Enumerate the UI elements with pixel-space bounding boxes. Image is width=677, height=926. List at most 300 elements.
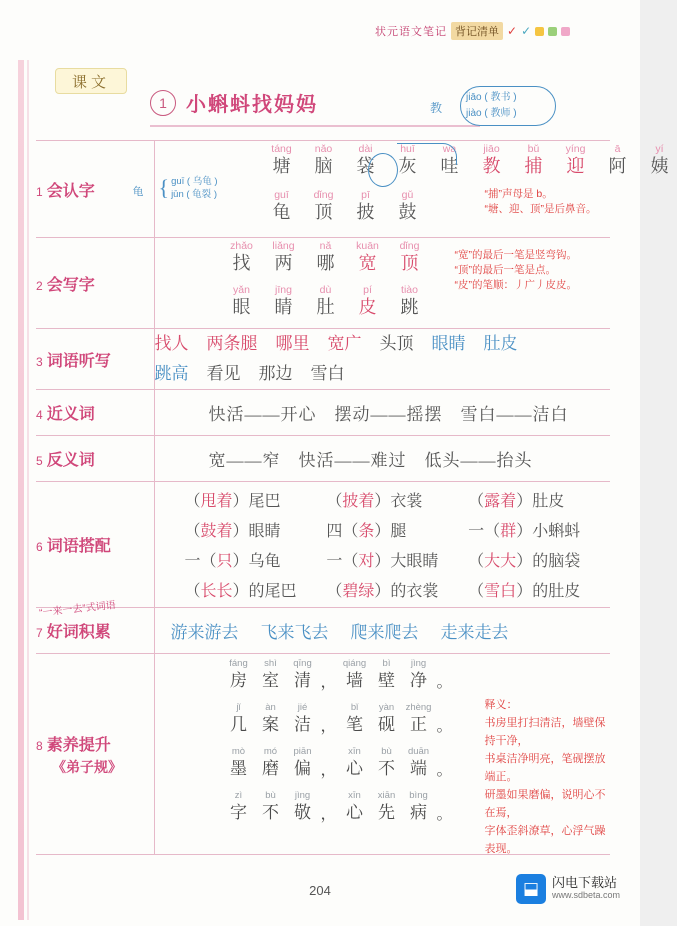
row-content-literacy bbox=[154, 654, 610, 855]
collocation-item bbox=[185, 548, 327, 571]
note-line: “顶”的最后一笔是点。 bbox=[454, 264, 556, 276]
char-cell bbox=[601, 143, 635, 177]
pinyin: duān bbox=[407, 746, 430, 757]
prefix: 一（ bbox=[468, 523, 501, 540]
check-icon-2: ✓ bbox=[521, 24, 532, 38]
prefix: （ bbox=[468, 553, 485, 570]
row-index: 5 bbox=[36, 454, 43, 468]
char-cell bbox=[289, 702, 317, 736]
char-cell bbox=[225, 240, 259, 274]
char-cell bbox=[393, 240, 427, 274]
char-cell bbox=[341, 702, 369, 736]
antonym-pairs: 宽——窄 快活——难过 低头——抬头 bbox=[208, 451, 533, 470]
brand-mark bbox=[375, 22, 570, 40]
hanzi: 磨 bbox=[262, 759, 279, 778]
pinyin: zhǎo bbox=[230, 240, 253, 252]
char-cell bbox=[257, 746, 285, 780]
char-cell bbox=[405, 790, 433, 824]
collocation-item bbox=[326, 578, 468, 601]
row-content-write bbox=[154, 238, 610, 329]
char-cell bbox=[265, 189, 299, 223]
char-cell bbox=[225, 746, 253, 780]
filled-word: 雪白 bbox=[484, 583, 517, 600]
punctuation: ， bbox=[320, 674, 337, 691]
good-words-line bbox=[171, 618, 611, 643]
char-cell bbox=[351, 284, 385, 318]
pinyin: guī bbox=[274, 189, 289, 201]
word: 看见 bbox=[206, 364, 241, 383]
gui-reading-1: guī ( 乌龟 ) bbox=[171, 176, 218, 187]
page-left-rail-thin bbox=[27, 6, 29, 920]
pinyin: pī bbox=[361, 189, 370, 201]
char-cell bbox=[225, 702, 253, 736]
pinyin: yí bbox=[655, 143, 664, 155]
row-label-text: 词语搭配 bbox=[46, 538, 111, 555]
jiao-reading-1: jiāo ( 教书 ) bbox=[466, 92, 517, 103]
suffix: ）小蝌蚪 bbox=[516, 523, 581, 540]
prefix: 一（ bbox=[184, 553, 217, 570]
char-cell bbox=[559, 143, 593, 177]
hanzi: 字 bbox=[230, 803, 247, 822]
page-title: 小蝌蚪找妈妈 bbox=[186, 94, 318, 116]
char-cell bbox=[289, 746, 317, 780]
dictation-line2 bbox=[155, 359, 611, 389]
pinyin: fáng bbox=[229, 658, 248, 669]
pinyin: bù bbox=[381, 746, 392, 757]
hanzi: 哪 bbox=[316, 253, 335, 273]
pinyin: bǔ bbox=[527, 143, 540, 155]
row-label-text: 好词积累 bbox=[46, 624, 111, 641]
hanzi: 眼 bbox=[232, 297, 251, 317]
char-cell bbox=[341, 746, 369, 780]
word: 哪里 bbox=[275, 334, 310, 353]
hanzi: 先 bbox=[378, 803, 396, 822]
row-label-literacy bbox=[36, 654, 154, 855]
suffix: ）的尾巴 bbox=[232, 583, 297, 600]
title-underline bbox=[150, 125, 480, 127]
hanzi: 偏 bbox=[294, 759, 311, 778]
gloss-line: 字体歪斜潦草，心浮气躁表现。 bbox=[484, 825, 606, 855]
table-row bbox=[36, 390, 610, 436]
hanzi: 鼓 bbox=[398, 202, 417, 222]
suffix: ）尾巴 bbox=[232, 493, 281, 510]
prefix: （ bbox=[468, 493, 485, 510]
row-label-text: 会认字 bbox=[46, 182, 95, 200]
brand-name: 状元语文笔记 bbox=[375, 26, 447, 38]
gloss-line: 研墨如果磨偏，说明心不在焉， bbox=[484, 789, 606, 819]
filled-word: 露着 bbox=[484, 493, 517, 510]
hanzi: 心 bbox=[346, 759, 364, 778]
row-label-synonyms bbox=[36, 390, 154, 436]
hanzi: 不 bbox=[262, 803, 279, 822]
filled-word: 甩着 bbox=[200, 493, 233, 510]
watermark bbox=[516, 874, 620, 904]
char-cell bbox=[341, 658, 369, 692]
highlight-circle-icon bbox=[368, 153, 398, 187]
row-index: 8 bbox=[36, 738, 43, 753]
hanzi: 披 bbox=[356, 202, 375, 222]
prefix: （ bbox=[326, 583, 343, 600]
char-cell bbox=[265, 143, 299, 177]
pinyin: xīn bbox=[348, 790, 361, 801]
note-line: “宽”的最后一笔是竖弯钩。 bbox=[454, 249, 577, 261]
pinyin: xiān bbox=[377, 790, 396, 801]
hanzi: 不 bbox=[378, 759, 396, 778]
hanzi: 几 bbox=[230, 715, 247, 734]
word: 找人 bbox=[154, 334, 189, 353]
gui-reading-2: jūn ( 龟裂 ) bbox=[171, 189, 217, 200]
hanzi: 宽 bbox=[358, 253, 377, 273]
char-cell bbox=[267, 240, 301, 274]
punctuation: 。 bbox=[436, 674, 453, 691]
pinyin: gǔ bbox=[401, 189, 414, 201]
char-cell bbox=[643, 143, 677, 177]
pinyin: piān bbox=[293, 746, 312, 757]
row-content-collocation bbox=[154, 482, 610, 608]
write-notes bbox=[455, 248, 578, 293]
char-cell bbox=[475, 143, 509, 177]
pinyin: àn bbox=[265, 702, 276, 713]
poem-block bbox=[225, 658, 453, 834]
gloss-block bbox=[485, 696, 611, 858]
hanzi: 顶 bbox=[400, 253, 419, 273]
prefix: （ bbox=[184, 583, 201, 600]
hanzi: 脑 bbox=[314, 156, 333, 176]
suffix: ）衣裳 bbox=[374, 493, 423, 510]
lesson-title-row bbox=[150, 88, 318, 117]
prefix: （ bbox=[326, 493, 343, 510]
word: 飞来飞去 bbox=[260, 623, 329, 642]
note-line: “捕”声母是 b。 bbox=[484, 188, 553, 200]
pinyin: bìng bbox=[409, 790, 428, 801]
row-label-antonyms bbox=[36, 436, 154, 482]
jiao-annotation-char: 教 bbox=[430, 101, 443, 115]
punctuation: ， bbox=[320, 762, 337, 779]
poem-line bbox=[225, 702, 453, 736]
brand-badge: 背记清单 bbox=[451, 22, 503, 40]
row-label-text: 会写字 bbox=[46, 276, 95, 294]
section-tag: 课文 bbox=[55, 68, 127, 94]
char-cell bbox=[257, 702, 285, 736]
collocation-item bbox=[468, 488, 610, 511]
prefix: （ bbox=[468, 583, 485, 600]
punctuation: ， bbox=[320, 718, 337, 735]
hanzi: 清 bbox=[294, 671, 311, 690]
pinyin: dài bbox=[358, 143, 373, 155]
hanzi: 室 bbox=[262, 671, 279, 690]
lesson-table bbox=[36, 140, 669, 855]
row-index: 4 bbox=[36, 408, 43, 422]
hanzi: 洁 bbox=[294, 715, 311, 734]
word: 那边 bbox=[258, 364, 293, 383]
page-header bbox=[0, 0, 640, 60]
gui-readings bbox=[159, 175, 218, 201]
gloss-line: 书房里打扫清洁，墙壁保持干净， bbox=[484, 717, 606, 747]
char-cell bbox=[309, 284, 343, 318]
word: 游来游去 bbox=[170, 623, 239, 642]
hanzi: 笔 bbox=[346, 715, 364, 734]
prefix: 四（ bbox=[326, 523, 359, 540]
char-cell bbox=[391, 189, 425, 223]
word: 走来走去 bbox=[440, 623, 509, 642]
char-cell bbox=[405, 746, 433, 780]
row-label-text: 素养提升 bbox=[46, 736, 111, 754]
hanzi: 壁 bbox=[378, 671, 396, 690]
char-cell bbox=[309, 240, 343, 274]
pinyin: táng bbox=[271, 143, 292, 155]
hanzi: 顶 bbox=[314, 202, 333, 222]
hanzi: 龟 bbox=[272, 202, 291, 222]
row-label-text: 词语听写 bbox=[46, 352, 111, 370]
pattern-note: “一来一去”式词语 bbox=[38, 600, 116, 619]
watermark-title: 闪电下载站 bbox=[551, 875, 617, 890]
pinyin: zhèng bbox=[405, 702, 432, 713]
char-cell bbox=[405, 702, 433, 736]
brace-icon: { bbox=[158, 175, 170, 200]
table-row bbox=[36, 141, 610, 238]
prefix: 一（ bbox=[326, 553, 359, 570]
gloss-title: 释义： bbox=[484, 699, 518, 711]
hanzi: 正 bbox=[410, 715, 428, 734]
pinyin: jìng bbox=[294, 790, 311, 801]
hanzi: 心 bbox=[346, 803, 364, 822]
char-cell bbox=[307, 143, 341, 177]
row-index: 2 bbox=[36, 278, 43, 293]
table-row bbox=[36, 654, 610, 855]
char-cell bbox=[225, 284, 259, 318]
pinyin: zì bbox=[234, 790, 243, 801]
hanzi: 病 bbox=[410, 803, 428, 822]
hanzi: 哇 bbox=[440, 156, 459, 176]
check-icon: ✓ bbox=[507, 24, 518, 38]
filled-word: 群 bbox=[500, 523, 517, 540]
note-line: “皮”的笔顺：丿广丿皮皮。 bbox=[454, 279, 577, 291]
gloss-line: 书桌洁净明亮，笔砚摆放端正。 bbox=[484, 753, 606, 783]
pinyin: dǐng bbox=[313, 189, 334, 201]
suffix: ）乌龟 bbox=[232, 553, 281, 570]
hanzi: 跳 bbox=[400, 297, 419, 317]
note-line: “塘、迎、顶”是后鼻音。 bbox=[484, 203, 597, 215]
filled-word: 只 bbox=[216, 553, 233, 570]
hanzi: 皮 bbox=[358, 297, 377, 317]
swatch-pink-icon bbox=[561, 27, 570, 36]
pinyin: dǐng bbox=[399, 240, 420, 252]
pinyin: dù bbox=[319, 284, 332, 296]
recognize-notes bbox=[485, 187, 597, 217]
punctuation: ， bbox=[320, 806, 337, 823]
hanzi: 墙 bbox=[346, 671, 364, 690]
pinyin: yíng bbox=[565, 143, 586, 155]
char-cell bbox=[373, 702, 401, 736]
hanzi: 净 bbox=[410, 671, 428, 690]
char-cell bbox=[517, 143, 551, 177]
prefix: （ bbox=[184, 493, 201, 510]
collocation-item bbox=[185, 488, 327, 511]
pinyin: ā bbox=[614, 143, 621, 155]
dictation-line1 bbox=[155, 329, 611, 359]
table-row bbox=[36, 608, 610, 654]
pinyin: liǎng bbox=[272, 240, 295, 252]
collocation-item bbox=[468, 548, 610, 571]
table-row bbox=[36, 329, 610, 390]
hanzi: 墨 bbox=[230, 759, 247, 778]
write-chars-line1 bbox=[225, 240, 427, 274]
collocation-grid bbox=[155, 482, 611, 607]
hanzi: 砚 bbox=[378, 715, 396, 734]
prefix: （ bbox=[184, 523, 201, 540]
hanzi: 灰 bbox=[398, 156, 417, 176]
row-content-synonyms bbox=[154, 390, 610, 436]
pinyin: mó bbox=[263, 746, 278, 757]
pinyin: bì bbox=[382, 658, 391, 669]
hanzi: 姨 bbox=[650, 156, 669, 176]
suffix: ）的肚皮 bbox=[516, 583, 581, 600]
word: 宽广 bbox=[327, 334, 362, 353]
word: 两条腿 bbox=[206, 334, 258, 353]
suffix: ）肚皮 bbox=[516, 493, 565, 510]
pinyin: jiāo bbox=[483, 143, 500, 155]
punctuation: 。 bbox=[436, 806, 453, 823]
pinyin: bǐ bbox=[350, 702, 359, 713]
leader-line-icon bbox=[397, 143, 457, 165]
row-index: 7 bbox=[36, 626, 43, 640]
char-cell bbox=[373, 746, 401, 780]
char-cell bbox=[289, 790, 317, 824]
char-cell bbox=[225, 790, 253, 824]
char-cell bbox=[341, 790, 369, 824]
poem-line bbox=[225, 790, 453, 824]
gui-char-label: 龟 bbox=[132, 186, 144, 198]
word: 肚皮 bbox=[483, 334, 518, 353]
char-cell bbox=[351, 240, 385, 274]
hanzi: 袋 bbox=[356, 156, 375, 176]
punctuation: 。 bbox=[436, 718, 453, 735]
pinyin: jǐ bbox=[236, 702, 241, 713]
punctuation: 。 bbox=[436, 762, 453, 779]
word: 爬来爬去 bbox=[350, 623, 419, 642]
swatch-yellow-icon bbox=[535, 27, 544, 36]
collocation-item bbox=[468, 578, 610, 601]
row-index: 6 bbox=[36, 540, 43, 554]
char-cell bbox=[373, 790, 401, 824]
pinyin: nǎo bbox=[314, 143, 333, 155]
watermark-url: www.sdbeta.com bbox=[551, 890, 620, 900]
write-chars-line2 bbox=[225, 284, 427, 318]
word: 跳高 bbox=[154, 364, 189, 383]
filled-word: 对 bbox=[358, 553, 375, 570]
hanzi: 睛 bbox=[274, 297, 293, 317]
pinyin: shì bbox=[264, 658, 277, 669]
filled-word: 大大 bbox=[484, 553, 517, 570]
filled-word: 条 bbox=[358, 523, 375, 540]
pinyin: yàn bbox=[378, 702, 395, 713]
table-row bbox=[36, 238, 610, 329]
row-label-write bbox=[36, 238, 154, 329]
pinyin: qiáng bbox=[342, 658, 367, 669]
collocation-item bbox=[468, 518, 610, 541]
lesson-number: 1 bbox=[150, 90, 176, 116]
hanzi: 迎 bbox=[566, 156, 585, 176]
row-label-text: 反义词 bbox=[46, 452, 95, 469]
collocation-item bbox=[326, 518, 468, 541]
pinyin: mò bbox=[231, 746, 246, 757]
recognize-chars-line1 bbox=[265, 143, 677, 177]
char-cell bbox=[225, 658, 253, 692]
row-label-collocation bbox=[36, 482, 154, 608]
hanzi: 敬 bbox=[294, 803, 311, 822]
filled-word: 鼓着 bbox=[200, 523, 233, 540]
suffix: ）大眼睛 bbox=[374, 553, 439, 570]
jiao-annotation bbox=[432, 90, 517, 122]
hanzi: 找 bbox=[232, 253, 251, 273]
char-cell bbox=[393, 284, 427, 318]
word: 眼睛 bbox=[431, 334, 466, 353]
char-cell bbox=[257, 658, 285, 692]
char-cell bbox=[289, 658, 317, 692]
pinyin: nǎ bbox=[319, 240, 332, 252]
synonym-pairs: 快活——开心 摆动——摇摆 雪白——洁白 bbox=[208, 405, 569, 424]
row-label-dictation bbox=[36, 329, 154, 390]
filled-word: 披着 bbox=[342, 493, 375, 510]
pinyin: wa bbox=[442, 143, 457, 155]
hanzi: 阿 bbox=[608, 156, 627, 176]
pinyin: jìng bbox=[410, 658, 427, 669]
suffix: ）的衣裳 bbox=[374, 583, 439, 600]
hanzi: 案 bbox=[262, 715, 279, 734]
row-label-text: 近义词 bbox=[46, 406, 95, 423]
pinyin: qīng bbox=[293, 658, 312, 669]
pinyin: yǎn bbox=[233, 284, 250, 296]
char-cell bbox=[307, 189, 341, 223]
hanzi: 肚 bbox=[316, 297, 335, 317]
suffix: ）眼睛 bbox=[232, 523, 281, 540]
hanzi: 房 bbox=[230, 671, 247, 690]
char-cell bbox=[373, 658, 401, 692]
hanzi: 两 bbox=[274, 253, 293, 273]
jiao-reading-2: jiào ( 教师 ) bbox=[466, 108, 517, 119]
collocation-item bbox=[326, 548, 468, 571]
hanzi: 塘 bbox=[272, 156, 291, 176]
char-cell bbox=[267, 284, 301, 318]
row-index: 3 bbox=[36, 354, 43, 369]
pinyin: huī bbox=[400, 143, 415, 155]
pinyin: kuān bbox=[356, 240, 379, 252]
hanzi: 捕 bbox=[524, 156, 543, 176]
filled-word: 碧绿 bbox=[342, 583, 375, 600]
swatch-green-icon bbox=[548, 27, 557, 36]
row-index: 1 bbox=[36, 184, 43, 199]
char-cell bbox=[405, 658, 433, 692]
page-left-rail bbox=[18, 6, 24, 920]
pinyin: pí bbox=[363, 284, 372, 296]
suffix: ）腿 bbox=[374, 523, 407, 540]
char-cell bbox=[257, 790, 285, 824]
poem-line bbox=[225, 746, 453, 780]
hanzi: 端 bbox=[410, 759, 428, 778]
pinyin: jīng bbox=[275, 284, 292, 296]
poem-line bbox=[225, 658, 453, 692]
hanzi: 教 bbox=[482, 156, 501, 176]
collocation-item bbox=[185, 578, 327, 601]
pinyin: xīn bbox=[348, 746, 361, 757]
recognize-chars-line2 bbox=[265, 189, 425, 223]
collocation-item bbox=[185, 518, 327, 541]
word: 雪白 bbox=[310, 364, 345, 383]
row-label-sub: 《弟子规》 bbox=[52, 760, 122, 776]
download-site-icon: ⬓ bbox=[516, 874, 546, 904]
pinyin: tiào bbox=[401, 284, 418, 296]
suffix: ）的脑袋 bbox=[516, 553, 581, 570]
